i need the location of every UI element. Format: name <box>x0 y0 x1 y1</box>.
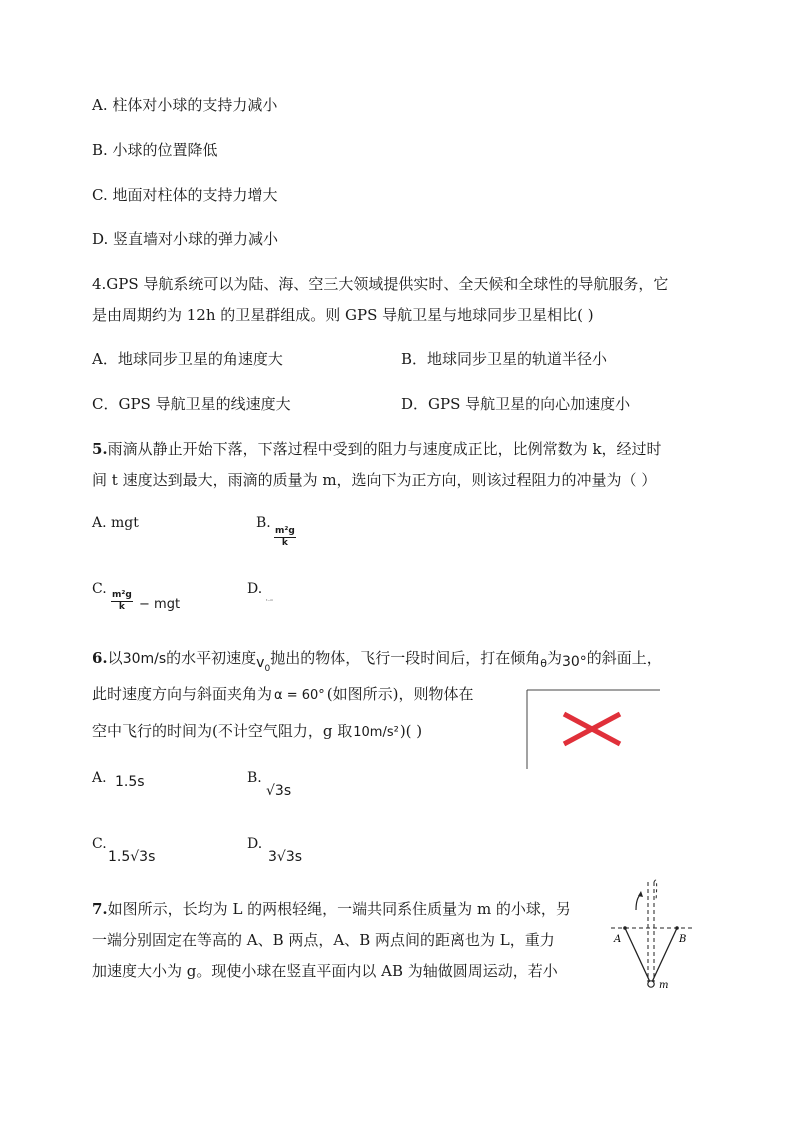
q5-option-b-label: B. <box>256 515 271 531</box>
q6-line2-text-a: 此时速度方向与斜面夹角为 <box>92 685 273 703</box>
q6-option-c-value: 1.5√3s <box>108 849 156 865</box>
q7-stem-line2: 一端分别固定在等高的 A、B 两点，A、B 两点间的距离也为 L，重力 <box>92 931 555 949</box>
q5-option-a-value: mgt <box>111 515 139 531</box>
q6-line3-text-b: )( ) <box>399 722 423 740</box>
q6-option-a-label: A. <box>92 770 107 786</box>
ball <box>648 981 654 987</box>
q4-stem-line1: 4.GPS 导航系统可以为陆、海、空三大领域提供实时、全天候和全球性的导航服务，它 <box>92 275 669 293</box>
q7-number: 7. <box>92 900 108 918</box>
q5-option-d-label: D. <box>247 581 263 597</box>
q6-text-3: 抛出的物体，飞行一段时间后，打在倾角 <box>270 649 541 667</box>
q6-stem-line3 <box>92 720 422 744</box>
q6-line2-text-b: (如图所示)，则物体在 <box>326 685 474 703</box>
q6-option-b-label: B. <box>247 770 262 786</box>
q5-option-c-rest: − mgt <box>139 597 181 612</box>
q6-option-b-value: √3s <box>266 783 292 799</box>
q3-option-b: B. 小球的位置降低 <box>92 141 218 159</box>
q6-speed: 30m/s <box>122 651 167 667</box>
label-a: A <box>614 934 622 945</box>
q6-text-4: 为 <box>546 649 562 667</box>
q5-stem-line1 <box>92 438 662 460</box>
q6-alpha: α = 60° <box>274 688 325 703</box>
q6-text-1: 以 <box>107 649 123 667</box>
q6-option-c-label: C. <box>92 836 107 852</box>
rotation-arrowhead-icon <box>638 891 643 897</box>
q5-option-b-denominator: k <box>281 538 288 548</box>
q6-gravity: 10m/s² <box>353 725 399 740</box>
q6-v0-subscript: 0 <box>264 663 271 674</box>
q4-option-a: A．地球同步卫星的角速度大 <box>92 350 283 368</box>
point-a <box>623 926 627 930</box>
q7-figure <box>603 870 698 990</box>
q4-option-c: C．GPS 导航卫星的线速度大 <box>92 395 291 413</box>
q6-number: 6. <box>92 649 108 667</box>
q3-option-a: A. 柱体对小球的支持力减小 <box>92 96 278 114</box>
q6-figure-placeholder <box>524 683 664 773</box>
q7-text1: 如图所示，长均为 L 的两根轻绳，一端共同系住质量为 m 的小球，另 <box>107 900 571 918</box>
q6-option-a-value: 1.5s <box>115 774 145 790</box>
q7-stem-line3: 加速度大小为 g。现使小球在竖直平面内以 AB 为轴做圆周运动，若小 <box>92 962 558 980</box>
q4-option-d: D．GPS 导航卫星的向心加速度小 <box>401 395 631 413</box>
q5-option-c-numerator: m²g <box>112 590 132 600</box>
q4-option-b: B．地球同步卫星的轨道半径小 <box>401 350 608 368</box>
q5-stem-line2: 间 t 速度达到最大，雨滴的质量为 m，选向下为正方向，则该过程阻力的冲量为（ ） <box>92 471 657 489</box>
q5-option-a-label: A. <box>92 515 107 531</box>
rope-a <box>625 928 650 982</box>
q6-stem-line2 <box>92 683 474 707</box>
rope-b <box>652 928 677 982</box>
q6-option-d-value: 3√3s <box>268 849 303 865</box>
q5-option-c-fraction <box>111 590 133 613</box>
point-b <box>675 926 679 930</box>
q6-text-2: 的水平初速度 <box>166 649 257 667</box>
q5-number: 5. <box>92 440 108 458</box>
q6-v0-symbol: v <box>256 655 265 671</box>
label-m: m <box>659 980 669 990</box>
q5-option-d-value: ᵗ⁻ᵐ <box>266 599 274 605</box>
q6-stem-line1 <box>92 647 662 676</box>
q6-line3-text-a: 空中飞行的时间为(不计空气阻力，g 取 <box>92 722 353 740</box>
q5-option-c-label: C. <box>92 581 107 597</box>
q5-text1: 雨滴从静止开始下落，下落过程中受到的阻力与速度成正比，比例常数为 k，经过时 <box>107 440 662 458</box>
q4-stem-line2: 是由周期约为 12h 的卫星群组成。则 GPS 导航卫星与地球同步卫星相比( ) <box>92 306 594 324</box>
q6-text-5: 的斜面上， <box>586 649 662 667</box>
q3-option-d: D. 竖直墙对小球的弹力减小 <box>92 230 279 248</box>
q6-option-d-label: D. <box>247 836 263 852</box>
q7-stem-line1 <box>92 898 571 920</box>
q5-option-c-denominator: k <box>118 602 125 612</box>
q5-option-a <box>92 512 139 534</box>
q6-angle: 30° <box>561 654 587 670</box>
q5-option-b-fraction <box>274 526 296 549</box>
q3-option-c: C. 地面对柱体的支持力增大 <box>92 186 278 204</box>
q5-option-b-numerator: m²g <box>275 526 295 536</box>
label-b: B <box>679 934 687 945</box>
q6-theta: θ <box>540 657 547 670</box>
q6-v0 <box>256 655 271 674</box>
